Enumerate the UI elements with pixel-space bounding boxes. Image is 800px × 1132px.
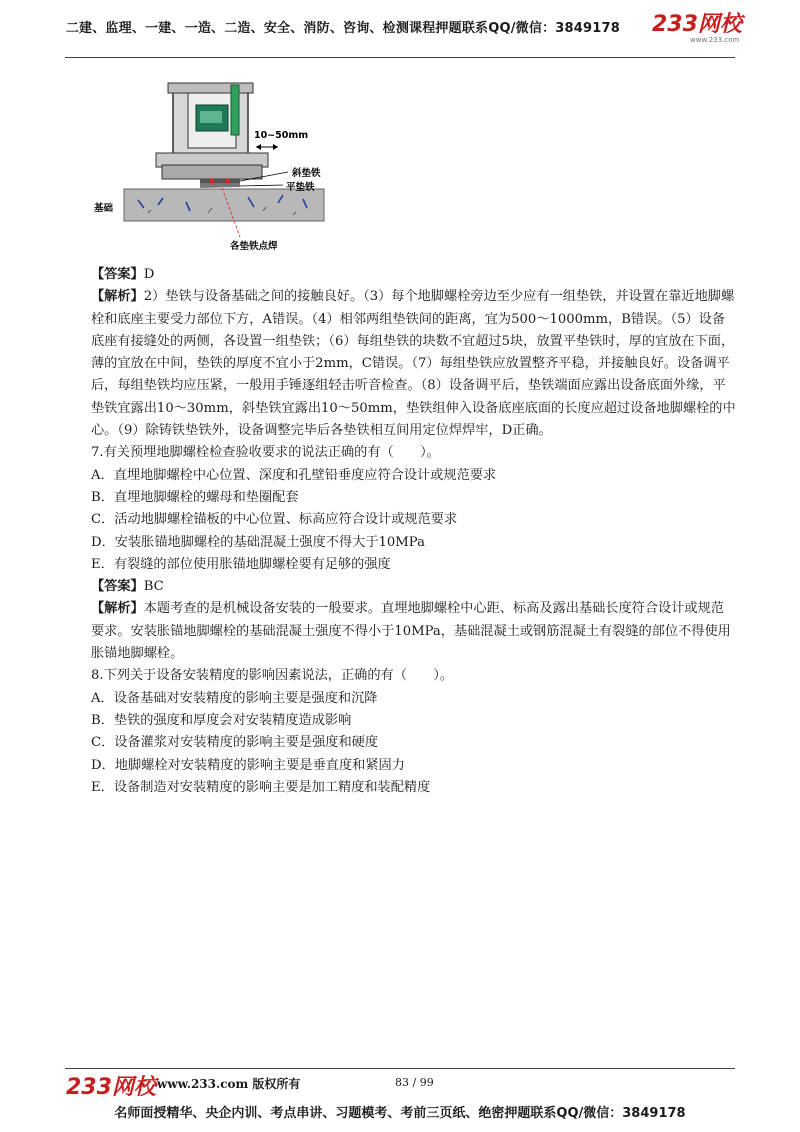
analysis-q6: 【解析】2）垫铁与设备基础之间的接触良好。（3）每个地脚螺栓旁边至少应有一组垫铁，并设置在靠近地脚螺栓和底座主要受力部位下方，A错误。（4）相邻两组垫铁间的距离，宜为500～1000mm，B错误。（5）设备底座有接缝处的两侧，各设置一组垫铁；（6）每组垫铁的块数不宜超过5块，放置平垫铁时，厚的宜放在下面，薄的宜放在中间，垫铁的厚度不宜小于2mm，C错误。（7）每组垫铁应放置整齐平稳，并接触良好。设备调平后，每组垫铁均应压紧，一般用手锤逐组轻击听音检查。（8）设备调平后，垫铁端面应露出设备底面外缘，平垫铁宜露出10～30mm，斜垫铁宜露出10～50mm，垫铁组伸入设备底座底面的长度应超过设备地脚螺栓的中心。（9）除铸铁垫铁外，设备调整完毕后各垫铁相互间用定位焊焊牢，D正确。 <box>91 289 736 439</box>
footer-copyright: www.233.com 版权所有 <box>157 1077 301 1091</box>
header-banner: 二建、监理、一建、一造、二造、安全、消防、咨询、检测课程押题联系QQ/微信：3849178 <box>65 21 620 36</box>
q8-option-c: C．设备灌浆对安装精度的影响主要是强度和硬度 <box>91 735 379 751</box>
q7-option-d: D．安装胀锚地脚螺栓的基础混凝土强度不得大于10MPa <box>91 534 425 550</box>
question-7-stem: 7.有关预埋地脚螺栓检查验收要求的说法正确的有（ ）。 <box>91 445 440 461</box>
shim-installation-figure <box>88 75 348 260</box>
foundation-label: 基础 <box>94 203 114 214</box>
brand-logo: 233网校 <box>652 12 742 37</box>
question-content <box>91 264 736 799</box>
q7-option-b: B．直埋地脚螺栓的螺母和垫圈配套 <box>91 489 299 505</box>
header-divider <box>65 57 735 58</box>
q7-option-a: A．直埋地脚螺栓中心位置、深度和孔壁铅垂度应符合设计或规范要求 <box>91 467 497 483</box>
q7-option-c: C．活动地脚螺栓锚板的中心位置、标高应符合设计或规范要求 <box>91 512 458 528</box>
answer-q6: 【答案】D <box>91 267 155 282</box>
q7-option-e: E．有裂缝的部位使用胀锚地脚螺栓要有足够的强度 <box>91 556 391 572</box>
q8-option-a: A．设备基础对安装精度的影响主要是强度和沉降 <box>91 690 378 706</box>
brand-logo-url: www.233.com <box>690 36 740 44</box>
answer-q7: 【答案】BC <box>91 579 164 595</box>
footer-banner: 名师面授精华、央企内训、考点串讲、习题模考、考前三页纸、绝密押题联系QQ/微信：3849178 <box>114 1106 686 1121</box>
footer-logo: 233网校 <box>66 1075 156 1100</box>
q8-option-d: D．地脚螺栓对安装精度的影响主要是垂直度和紧固力 <box>91 757 405 773</box>
footer-divider <box>65 1068 735 1069</box>
sloped-shim-label: 斜垫铁 <box>292 168 321 179</box>
spot-weld-label: 各垫铁点焊 <box>230 241 278 252</box>
page-number: 83 / 99 <box>395 1076 434 1089</box>
question-8-stem: 8.下列关于设备安装精度的影响因素说法，正确的有（ ）。 <box>91 668 454 684</box>
gap-label: 10~50mm <box>254 130 309 141</box>
analysis-q7: 【解析】本题考查的是机械设备安装的一般要求。直埋地脚螺栓中心距、标高及露出基础长度符合设计或规范要求。安装胀锚地脚螺栓的基础混凝土强度不得小于10MPa，基础混凝土或钢筋混凝土有裂缝的部位不得使用胀锚地脚螺栓。 <box>91 601 731 662</box>
q8-option-e: E．设备制造对安装精度的影响主要是加工精度和装配精度 <box>91 779 431 795</box>
q8-option-b: B．垫铁的强度和厚度会对安装精度造成影响 <box>91 712 352 728</box>
flat-shim-label: 平垫铁 <box>286 182 315 193</box>
